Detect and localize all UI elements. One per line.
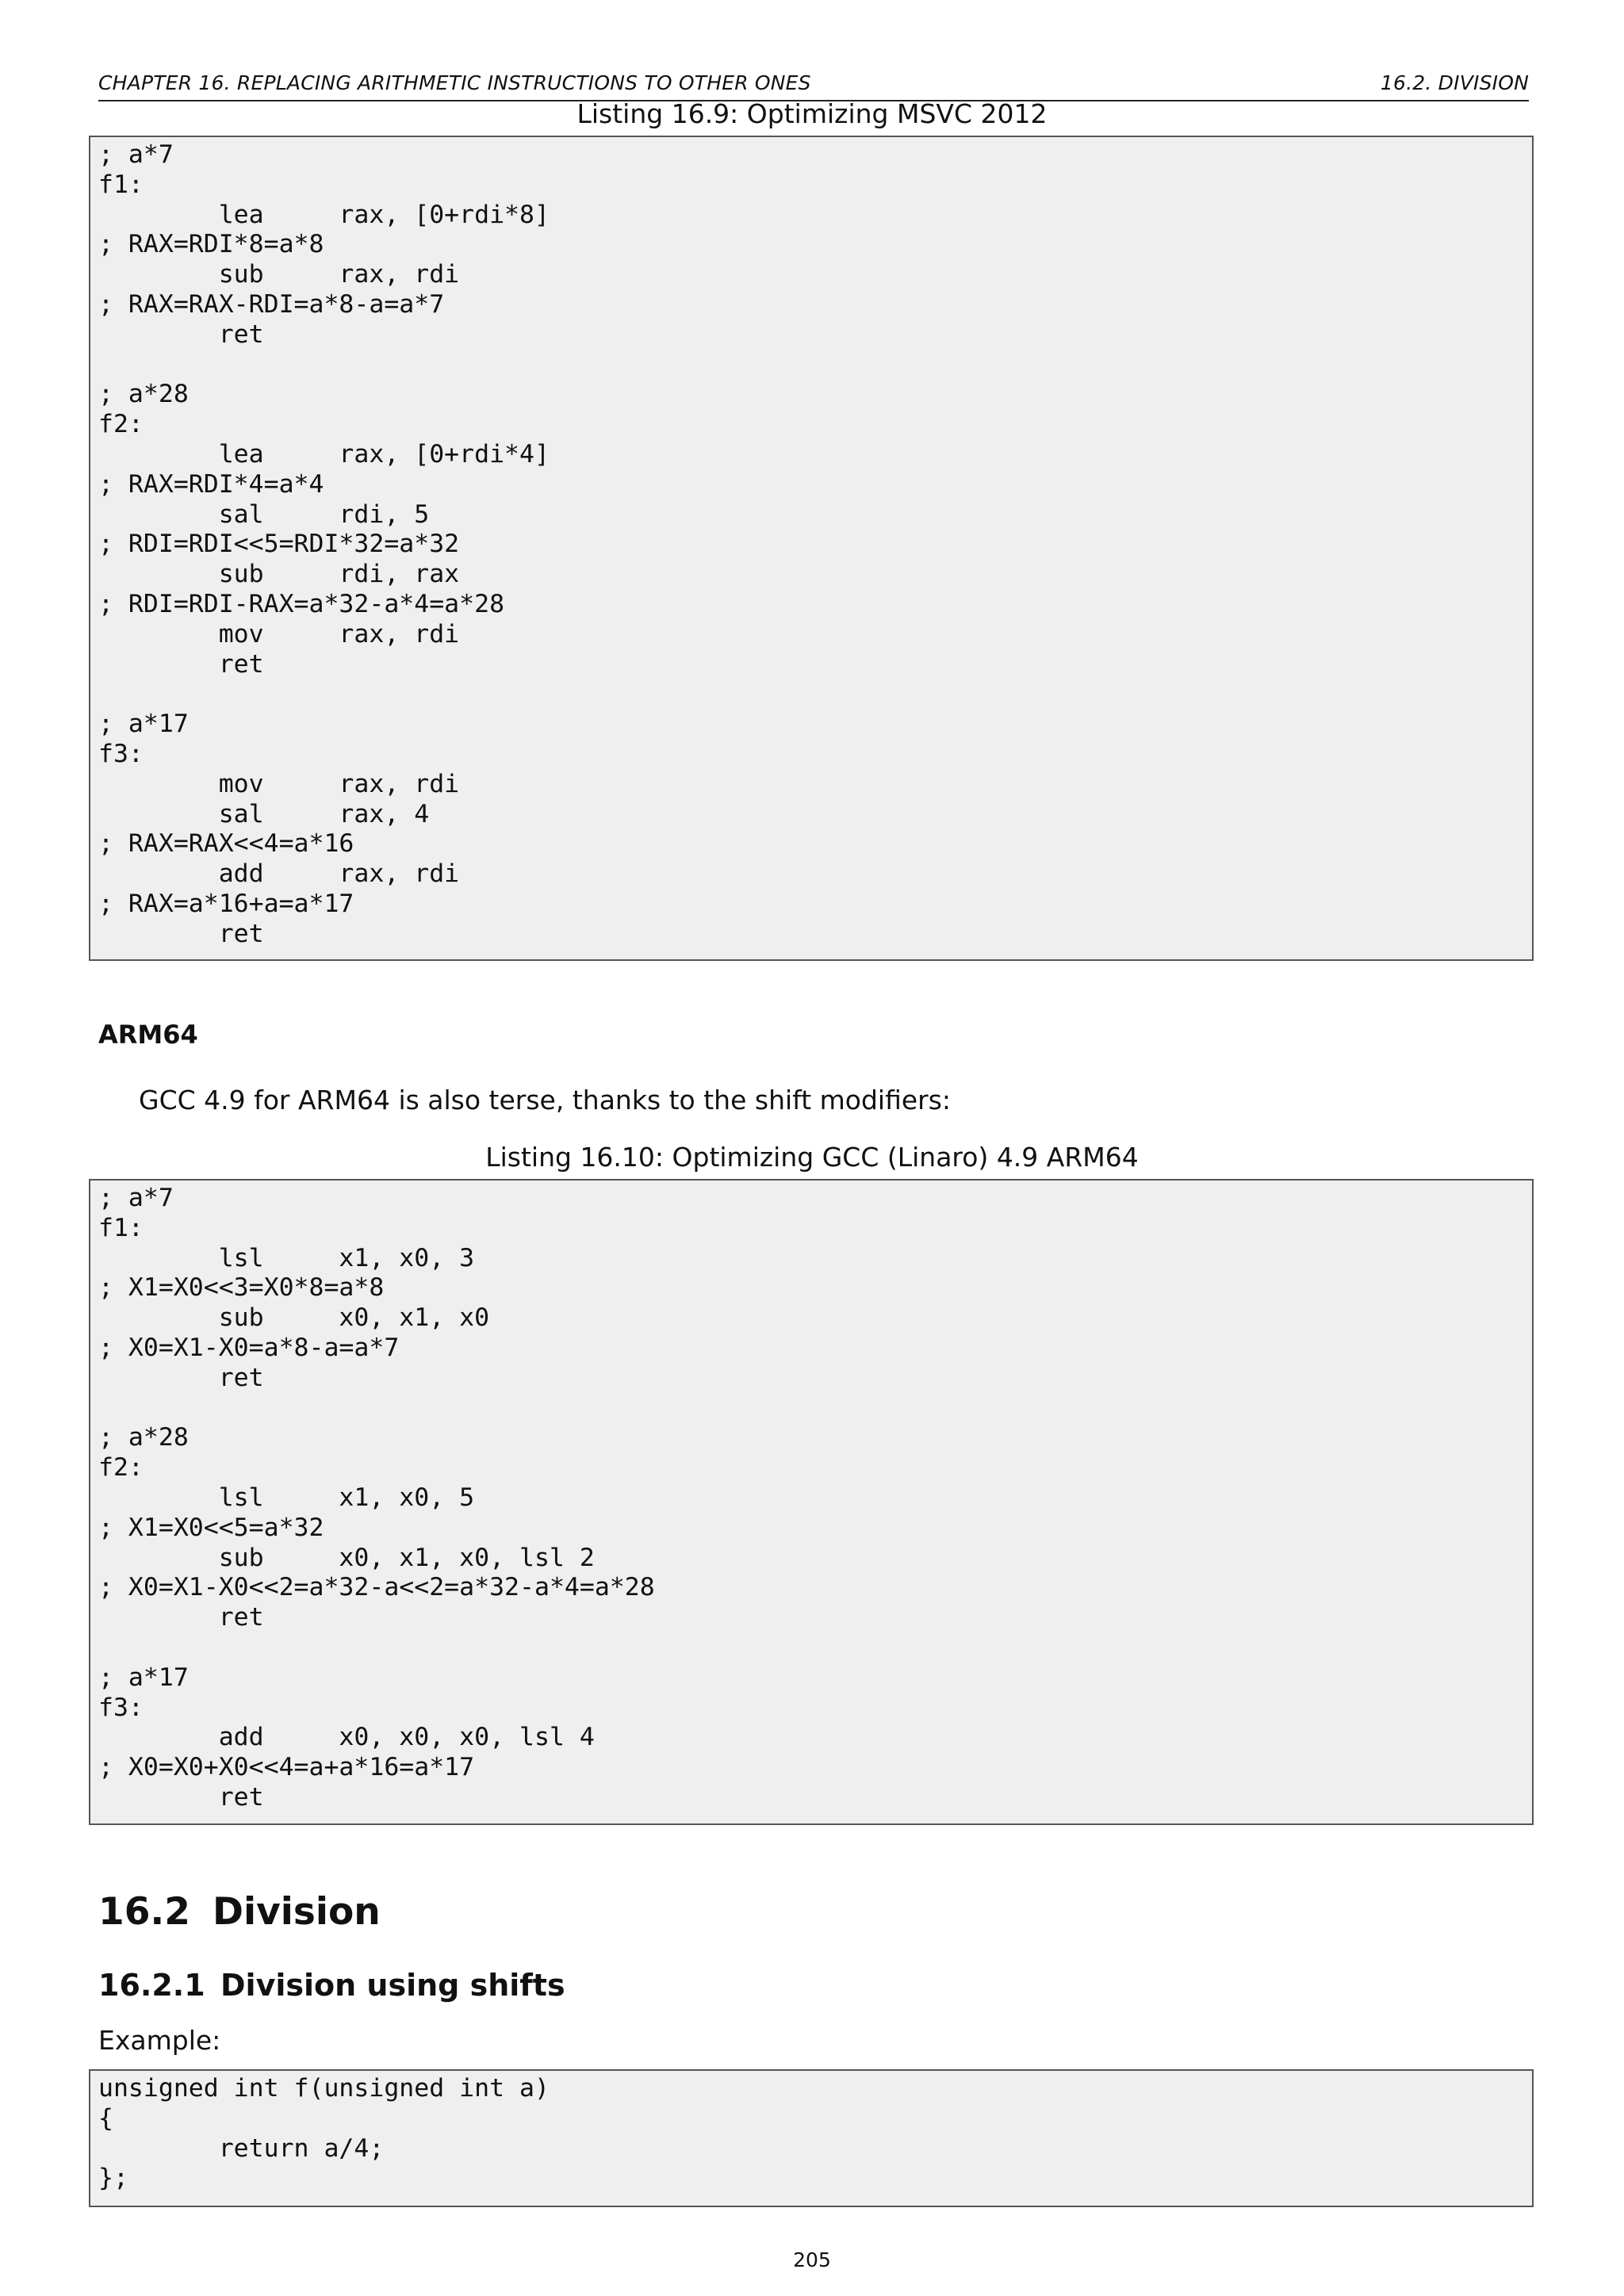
- subsection-title-text: Division using shifts: [220, 1968, 565, 2003]
- listing-16-9-code: ; a*7 f1: lea rax, [0+rdi*8] ; RAX=RDI*8=a*8 sub rax, rdi ; RAX=RAX-RDI=a*8-a=a*7 ret ; a*28 f2: lea rax, [0+rdi*4] ; RAX=RDI*4=a*4 sal rdi, 5 ; RDI=RDI<<5=RDI*32=a*32 sub rdi, rax ; RDI=RDI-RAX=a*32-a*4=a*28 mov rax, rdi ret ; a*17 f3: mov rax, rdi sal rax, 4 ; RAX=RAX<<4=a*16 add rax, rdi ; RAX=a*16+a=a*17 ret: [89, 136, 1534, 961]
- subsection-heading-division-using-shifts: [98, 1968, 565, 2003]
- division-example-code: unsigned int f(unsigned int a) { return a/4; };: [89, 2069, 1534, 2207]
- example-label: Example:: [98, 2025, 221, 2056]
- section-title: 16.2. DIVISION: [1380, 71, 1529, 94]
- chapter-title: CHAPTER 16. REPLACING ARITHMETIC INSTRUCTIONS TO OTHER ONES: [98, 71, 811, 94]
- section-heading-division: [98, 1890, 381, 1934]
- page-number: 205: [793, 2248, 831, 2271]
- section-title-text: Division: [213, 1890, 381, 1934]
- running-header: [98, 68, 1529, 101]
- arm64-heading: ARM64: [98, 1020, 198, 1050]
- arm64-paragraph: GCC 4.9 for ARM64 is also terse, thanks to the shift modifiers:: [139, 1085, 952, 1115]
- subsection-number: 16.2.1: [98, 1968, 205, 2003]
- listing-16-10-code: ; a*7 f1: lsl x1, x0, 3 ; X1=X0<<3=X0*8=a*8 sub x0, x1, x0 ; X0=X1-X0=a*8-a=a*7 ret ; a*28 f2: lsl x1, x0, 5 ; X1=X0<<5=a*32 sub x0, x1, x0, lsl 2 ; X0=X1-X0<<2=a*32-a<<2=a*32-a*4=a*28 ret ; a*17 f3: add x0, x0, x0, lsl 4 ; X0=X0+X0<<4=a+a*16=a*17 ret: [89, 1179, 1534, 1825]
- listing-16-10-caption: Listing 16.10: Optimizing GCC (Linaro) 4.9 ARM64: [485, 1142, 1139, 1173]
- listing-16-9-caption: Listing 16.9: Optimizing MSVC 2012: [576, 98, 1048, 129]
- section-number: 16.2: [98, 1890, 190, 1934]
